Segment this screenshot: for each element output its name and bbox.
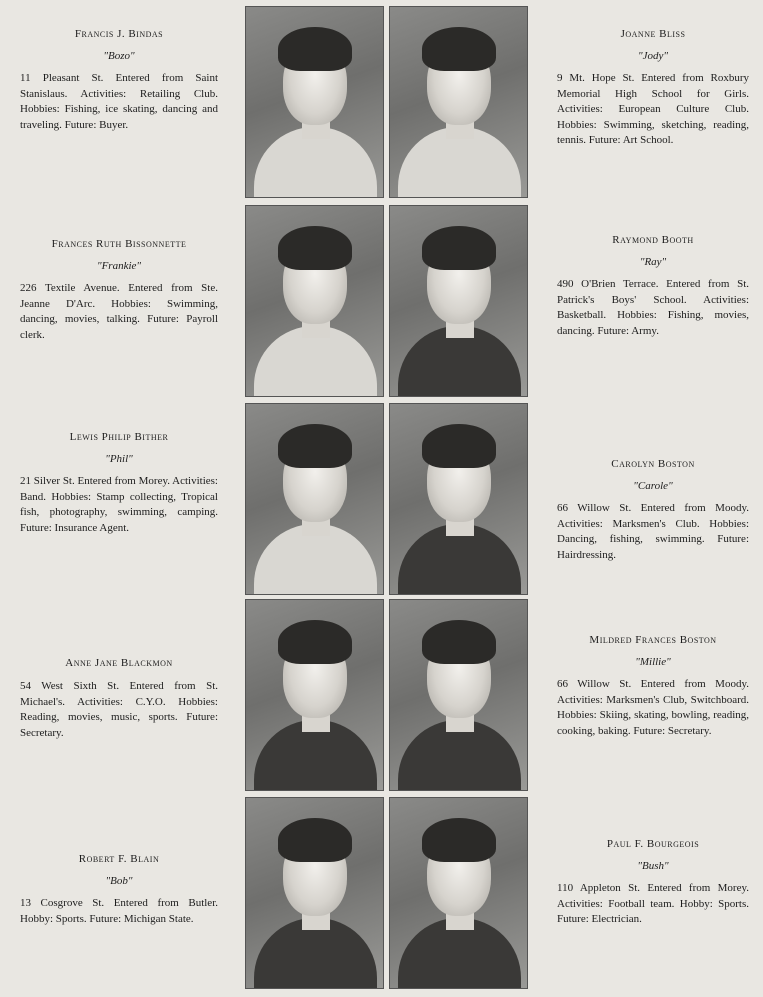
student-entry-bliss	[557, 28, 749, 149]
student-bio: 9 Mt. Hope St. Entered from Roxbury Memorial High School for Girls. Activities: European Culture Club. Hobbies: Swimming, sketching, reading, tennis. Future: Art School.	[557, 72, 749, 146]
student-name: Anne Jane Blackmon	[65, 657, 173, 669]
portrait-figure	[278, 818, 352, 862]
student-name: Francis J. Bindas	[74, 28, 164, 40]
student-bio: 66 Willow St. Entered from Moody. Activities: Marksmen's Club. Hobbies: Dancing, fishing, swimming. Future: Hairdressing.	[557, 502, 749, 561]
student-name: Carolyn Boston	[611, 458, 695, 470]
student-entry-blain	[20, 853, 218, 927]
student-bio: 110 Appleton St. Entered from Morey. Activities: Football team. Hobby: Sports. Future: Electrician.	[557, 882, 749, 925]
portrait-photo-blackmon	[245, 599, 384, 791]
student-entry-carolyn-boston	[557, 458, 749, 563]
student-name: Lewis Philip Bither	[69, 431, 169, 443]
student-name: Raymond Booth	[612, 234, 694, 246]
student-bio: 226 Textile Avenue. Entered from Ste. Jeanne D'Arc. Hobbies: Swimming, dancing, movies, talking. Future: Payroll clerk.	[20, 282, 218, 341]
student-name: Paul F. Bourgeois	[606, 838, 700, 850]
student-nickname: "Ray"	[639, 256, 667, 268]
student-entry-bourgeois	[557, 838, 749, 928]
student-entry-mildred-boston	[557, 634, 749, 739]
portrait-photo-bindas	[245, 6, 384, 198]
portrait-figure	[278, 620, 352, 664]
portrait-photo-bissonnette	[245, 205, 384, 397]
student-bio: 66 Willow St. Entered from Moody. Activities: Marksmen's Club, Switchboard. Hobbies: Skiing, skating, bowling, reading, cooking, baking. Future: Secretary.	[557, 678, 749, 737]
portrait-figure	[278, 226, 352, 270]
student-nickname: "Phil"	[105, 453, 133, 465]
student-bio: 21 Silver St. Entered from Morey. Activities: Band. Hobbies: Stamp collecting, Tropical fish, photography, swimming, camping. Future: Insurance Agent.	[20, 475, 218, 534]
student-name: Joanne Bliss	[620, 28, 686, 40]
portrait-figure	[422, 226, 496, 270]
student-nickname: "Bob"	[105, 875, 133, 887]
student-name: Robert F. Blain	[78, 853, 160, 865]
portrait-figure	[422, 620, 496, 664]
student-name: Frances Ruth Bissonnette	[51, 238, 187, 250]
student-bio: 490 O'Brien Terrace. Entered from St. Patrick's Boys' School. Activities: Basketball. Hobbies: Fishing, movies, dancing. Future: Army.	[557, 278, 749, 337]
student-nickname: "Frankie"	[96, 260, 142, 272]
portrait-photo-carolyn-boston	[389, 403, 528, 595]
portrait-figure	[422, 424, 496, 468]
student-entry-blackmon	[20, 657, 218, 741]
portrait-figure	[422, 27, 496, 71]
portrait-photo-bither	[245, 403, 384, 595]
student-nickname: "Bush"	[637, 860, 669, 872]
student-entry-booth	[557, 234, 749, 339]
student-nickname: "Millie"	[635, 656, 671, 668]
student-nickname: "Bozo"	[103, 50, 135, 62]
portrait-photo-booth	[389, 205, 528, 397]
student-nickname: "Carole"	[633, 480, 673, 492]
student-entry-bither	[20, 431, 218, 536]
student-name: Mildred Frances Boston	[589, 634, 717, 646]
portrait-figure	[278, 27, 352, 71]
student-nickname: "Jody"	[637, 50, 668, 62]
student-entry-bindas	[20, 28, 218, 133]
portrait-photo-mildred-boston	[389, 599, 528, 791]
portrait-photo-bliss	[389, 6, 528, 198]
portrait-photo-bourgeois	[389, 797, 528, 989]
portrait-figure	[278, 424, 352, 468]
student-bio: 11 Pleasant St. Entered from Saint Stanislaus. Activities: Retailing Club. Hobbies: Fishing, ice skating, dancing and traveling. Future: Buyer.	[20, 72, 218, 131]
portrait-figure	[422, 818, 496, 862]
portrait-photo-blain	[245, 797, 384, 989]
student-entry-bissonnette	[20, 238, 218, 343]
student-bio: 13 Cosgrove St. Entered from Butler. Hobby: Sports. Future: Michigan State.	[20, 897, 218, 925]
student-bio: 54 West Sixth St. Entered from St. Michael's. Activities: C.Y.O. Hobbies: Reading, movies, music, sports. Future: Secretary.	[20, 680, 218, 739]
